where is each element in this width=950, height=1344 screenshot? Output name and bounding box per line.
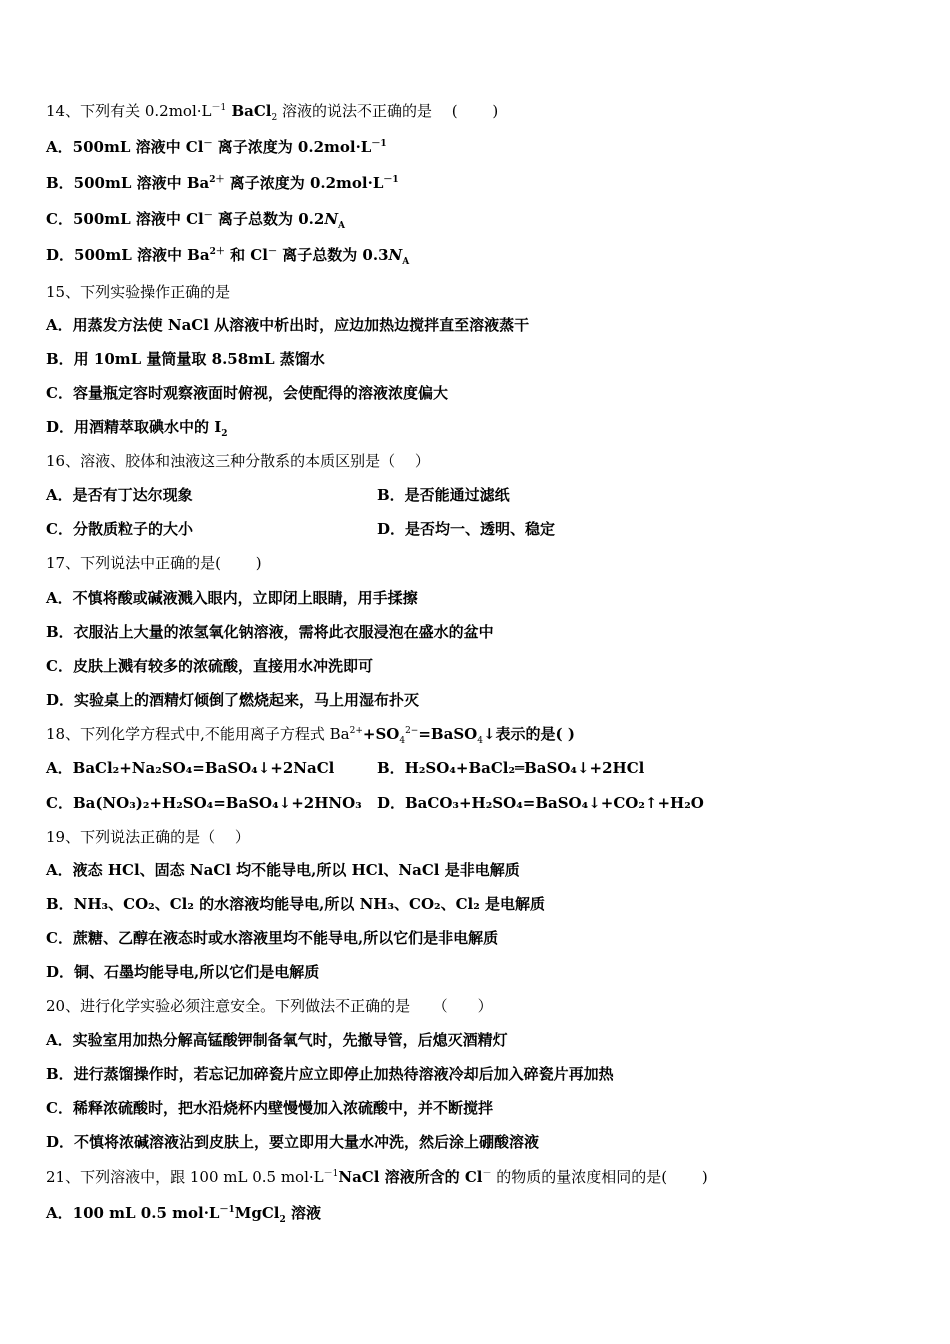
question-20: 20、进行化学实验必须注意安全。下列做法不正确的是 （ ） [46,997,493,1015]
q17-option-c: C．皮肤上溅有较多的浓硫酸，直接用水冲洗即可 [46,657,373,675]
q19-option-c: C．蔗糖、乙醇在液态时或水溶液里均不能导电,所以它们是非电解质 [46,929,499,947]
q14-option-a: A．500mL 溶液中 Cl－ 离子浓度为 $0.2mol\cdot L^{-1}$ [46,138,387,156]
q15-option-d: D．用酒精萃取碘水中的 $I_2$ [46,418,228,439]
question-16: 16、溶液、胶体和浊液这三种分散系的本质区别是（ ） [46,452,430,470]
q19-option-d: D．铜、石墨均能导电,所以它们是电解质 [46,963,320,981]
question-18: 18、下列化学方程式中,不能用离子方程式 $Ba^{2+}+SO_4^{2-}=BaSO_4↓$表示的是( ) [46,725,575,746]
q20-option-c: C．稀释浓硫酸时，把水沿烧杯内壁慢慢加入浓硫酸中，并不断搅拌 [46,1099,493,1117]
q15-option-b: B．用 10mL 量筒量取 8.58mL 蒸馏水 [46,350,325,368]
q18-option-b: B．H₂SO₄+BaCl₂═BaSO₄↓+2HCl [377,759,645,777]
q20-option-d: D．不慎将浓碱溶液沾到皮肤上，要立即用大量水冲洗，然后涂上硼酸溶液 [46,1133,540,1151]
q17-option-b: B．衣服沾上大量的浓氢氧化钠溶液，需将此衣服浸泡在盛水的盆中 [46,623,494,641]
q19-option-a: A．液态 HCl、固态 NaCl 均不能导电,所以 HCl、NaCl 是非电解质 [46,861,520,879]
q16-option-c: C．分散质粒子的大小 [46,520,193,538]
q16-option-d: D．是否均一、透明、稳定 [377,520,556,538]
q15-option-c: C．容量瓶定容时观察液面时俯视，会使配得的溶液浓度偏大 [46,384,448,402]
q14-option-c: C．500mL 溶液中 Cl－ 离子总数为 $0.2N_A$ [46,210,346,231]
q17-option-d: D．实验桌上的酒精灯倾倒了燃烧起来，马上用湿布扑灭 [46,691,420,709]
q20-option-a: A．实验室用加热分解高锰酸钾制备氧气时，先撤导管，后熄灭酒精灯 [46,1031,508,1049]
question-17: 17、下列说法中正确的是( ) [46,554,262,572]
q19-option-b: B．NH₃、CO₂、Cl₂ 的水溶液均能导电,所以 NH₃、CO₂、Cl₂ 是电解质 [46,895,546,913]
q15-option-a: A．用蒸发方法使 NaCl 从溶液中析出时，应边加热边搅拌直至溶液蒸干 [46,316,530,334]
q20-option-b: B．进行蒸馏操作时，若忘记加碎瓷片应立即停止加热待溶液冷却后加入碎瓷片再加热 [46,1065,614,1083]
q21-option-a: A．100 mL 0.5 $mol\cdot L^{-1}MgCl_2$ 溶液 [46,1204,321,1225]
q17-option-a: A．不慎将酸或碱液溅入眼内，立即闭上眼睛，用手揉擦 [46,589,418,607]
q14-option-d: D．500mL 溶液中 $Ba^{2+}$ 和 Cl－ 离子总数为 $0.3N_A$ [46,246,410,267]
question-14: 14、下列有关 $0.2mol\cdot L^{-1}$ BaCl$_2$ 溶液的说法不正确的是 ( ) [46,102,499,123]
q14-option-b: B．500mL 溶液中 $Ba^{2+}$ 离子浓度为 $0.2mol\cdot L^{-1}$ [46,174,399,192]
q16-option-b: B．是否能通过滤纸 [377,486,510,504]
q16-option-a: A．是否有丁达尔现象 [46,486,193,504]
question-15: 15、下列实验操作正确的是 [46,283,231,301]
q18-option-c: C．Ba(NO₃)₂+H₂SO₄=BaSO₄↓+2HNO₃ [46,794,362,812]
question-19: 19、下列说法正确的是（ ） [46,828,250,846]
q18-option-d: D．BaCO₃+H₂SO₄=BaSO₄↓+CO₂↑+H₂O [377,794,704,812]
question-21: 21、下列溶液中，跟 100 mL 0.5 $mol\cdot L^{-1}NaCl$ 溶液所含的 Cl－ 的物质的量浓度相同的是( ) [46,1168,708,1186]
q18-option-a: A．BaCl₂+Na₂SO₄=BaSO₄↓+2NaCl [46,759,335,777]
